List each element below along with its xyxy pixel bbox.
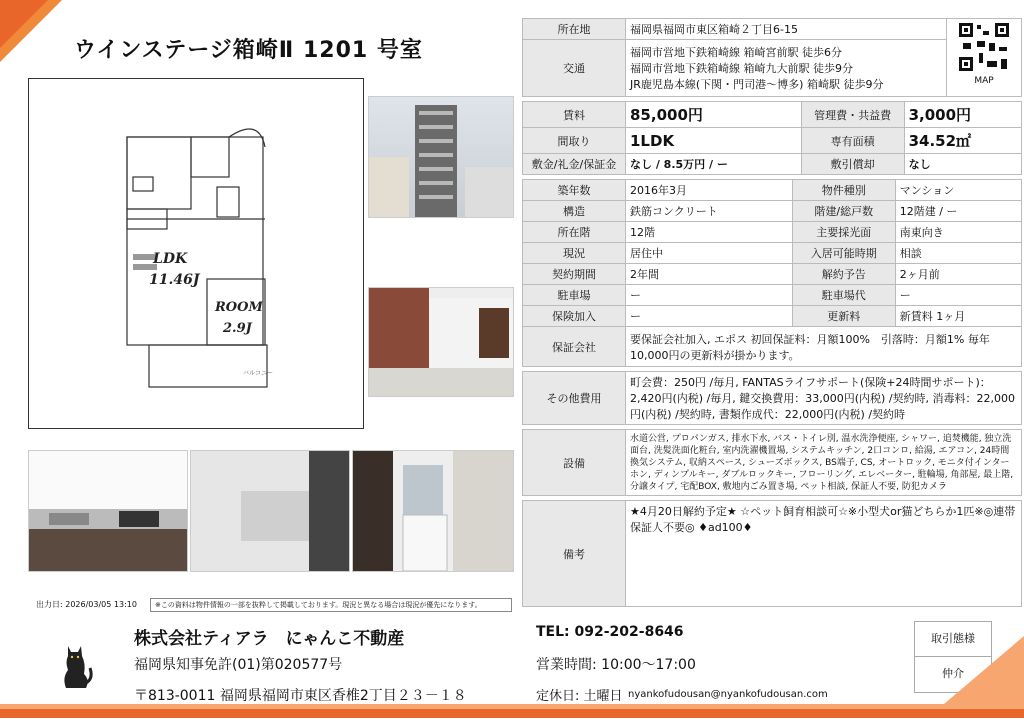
floor-plan	[28, 78, 364, 429]
balcony-label: バルコニー	[243, 370, 274, 377]
washroom-photo	[352, 450, 514, 572]
layout-label: 間取り	[523, 128, 626, 154]
notice-value: 2ヶ月前	[895, 264, 1021, 285]
transport-label: 交通	[523, 40, 626, 97]
light-value: 南東向き	[895, 222, 1021, 243]
rent-label: 賃料	[523, 102, 626, 128]
floor-value: 12階	[626, 222, 793, 243]
footer-band	[0, 709, 1024, 718]
floors-label: 階建/総戸数	[792, 201, 895, 222]
mgmt-value: 3,000円	[904, 102, 1021, 128]
notes-value: ★4月20日解約予定★ ☆ペット飼育相談可☆※小型犬or猫どちらか1匹※◎連帯保証人不要◎ ♦ad100♦	[626, 501, 1022, 607]
movein-value: 相談	[895, 243, 1021, 264]
guarantee-label: 保証会社	[523, 327, 626, 367]
floor-plan-drawing	[29, 79, 363, 428]
bathroom-photo	[190, 450, 350, 572]
interior-photo	[368, 287, 514, 397]
rent-value: 85,000円	[626, 102, 802, 128]
map-label[interactable]: MAP	[974, 76, 994, 86]
corner-decoration-br	[944, 636, 1024, 704]
spec-table-other	[522, 371, 1022, 425]
struct-label: 構造	[523, 201, 626, 222]
insurance-value: ー	[626, 306, 793, 327]
equip-label: 設備	[523, 430, 626, 496]
building-drawing	[369, 97, 513, 217]
spec-table-equip	[522, 429, 1022, 496]
transport-line: 福岡市営地下鉄箱崎線 箱崎九大前駅 徒歩9分	[630, 62, 853, 75]
status-label: 現況	[523, 243, 626, 264]
bathroom-drawing	[191, 451, 349, 571]
trade-type-value: 仲介	[942, 667, 964, 680]
spec-table-notes	[522, 500, 1022, 607]
renewal-label: 更新料	[792, 306, 895, 327]
notes-label: 備考	[523, 501, 626, 607]
amort-label: 敷引償却	[801, 154, 904, 175]
transport-line: JR鹿児島本線(下関・門司港～博多) 箱崎駅 徒歩9分	[630, 78, 884, 91]
equip-value: 水道公営, プロパンガス, 排水下水, バス・トイレ別, 温水洗浄便座, シャワー, 追焚機能, 独立洗面台, 洗髪洗面化粧台, 室内洗濯機置場, システムキッチン, 2口コンロ, 給湯, エアコン, 24時間換気システム, 収納スペース, シューズボックス, BS端子, CS, オートロック, モニタ付インターホン, ディンプルキー, ダブルロックキー, フローリング, エレベーター, 駐輪場, 角部屋, 最上階, 分譲タイプ, 宅配BOX, 敷地内ごみ置き場, ペット相談, 保証人不要, 防犯カメラ	[626, 430, 1022, 496]
trade-type-label: 取引態様	[915, 622, 991, 657]
cat-logo-icon	[56, 640, 96, 694]
property-title: ウインステージ箱崎Ⅱ 1201 号室	[74, 38, 423, 63]
transport-line: 福岡市営地下鉄箱崎線 箱崎宮前駅 徒歩6分	[630, 46, 842, 59]
amort-value: なし	[904, 154, 1021, 175]
room-size: 2.9J	[223, 321, 252, 336]
area-value: 34.52㎡	[904, 128, 1021, 154]
disclaimer: ※この資料は物件情報の一部を抜粋して掲載しております。現況と異なる場合は現況が優先になります。	[150, 598, 512, 612]
contract-label: 契約期間	[523, 264, 626, 285]
built-label: 築年数	[523, 180, 626, 201]
floors-value: 12階建 / ー	[895, 201, 1021, 222]
other-label: その他費用	[523, 372, 626, 425]
company-email[interactable]: nyankofudousan@nyankofudousan.com	[628, 689, 828, 700]
status-value: 居住中	[626, 243, 793, 264]
ldk-size: 11.46J	[149, 272, 200, 288]
built-value: 2016年3月	[626, 180, 793, 201]
notice-label: 解約予告	[792, 264, 895, 285]
area-label: 専有面積	[801, 128, 904, 154]
transport-value	[626, 40, 947, 97]
exterior-photo	[368, 96, 514, 218]
struct-value: 鉄筋コンクリート	[626, 201, 793, 222]
layout-value: 1LDK	[626, 128, 802, 154]
renewal-value: 新賃料 1ヶ月	[895, 306, 1021, 327]
corner-decoration-inner	[0, 0, 48, 48]
spec-table-details	[522, 179, 1022, 367]
interior-drawing	[369, 288, 513, 396]
qr-code-icon[interactable]	[957, 21, 1011, 73]
insurance-label: 保険加入	[523, 306, 626, 327]
location-label: 所在地	[523, 19, 626, 40]
movein-label: 入居可能時期	[792, 243, 895, 264]
business-hours: 営業時間: 10:00～17:00	[536, 657, 696, 673]
guarantee-value: 要保証会社加入, エポス 初回保証料：月額100% 引落時：月額1% 毎年10,000円の更新料が掛かります。	[626, 327, 1022, 367]
type-label: 物件種別	[792, 180, 895, 201]
washroom-drawing	[353, 451, 513, 571]
parking-label: 駐車場	[523, 285, 626, 306]
contract-value: 2年間	[626, 264, 793, 285]
deposit-label: 敷金/礼金/保証金	[523, 154, 626, 175]
deposit-value: なし / 8.5万円 / ー	[626, 154, 802, 175]
company-tel[interactable]: TEL: 092-202-8646	[536, 624, 684, 640]
kitchen-drawing	[29, 451, 187, 571]
light-label: 主要採光面	[792, 222, 895, 243]
company-address: 〒813-0011 福岡県福岡市東区香椎2丁目２３－１８	[134, 688, 467, 704]
parkfee-label: 駐車場代	[792, 285, 895, 306]
spec-table-top	[522, 18, 1022, 97]
spec-table-rent	[522, 101, 1022, 175]
floor-label: 所在階	[523, 222, 626, 243]
spec-panel	[522, 18, 1022, 607]
parkfee-value: ー	[895, 285, 1021, 306]
qr-cell	[947, 19, 1022, 97]
type-value: マンション	[895, 180, 1021, 201]
location-value: 福岡県福岡市東区箱崎２丁目6-15	[626, 19, 947, 40]
company-name: 株式会社ティアラ にゃんこ不動産	[134, 629, 405, 649]
other-value: 町会費：250円 /毎月, FANTASライフサポート(保険+24時間サポート)：2,420円(内税) /毎月, 鍵交換費用：33,000円(内税) /契約時, 消毒料：22,000円(内税) /契約時, 書類作成代：22,000円(内税) /契約時	[626, 372, 1022, 425]
company-license: 福岡県知事免許(01)第020577号	[134, 657, 343, 673]
ldk-label: LDK	[153, 251, 188, 267]
kitchen-photo	[28, 450, 188, 572]
parking-value: ー	[626, 285, 793, 306]
mgmt-label: 管理費・共益費	[801, 102, 904, 128]
output-date: 出力日: 2026/03/05 13:10	[36, 600, 137, 609]
holiday: 定休日: 土曜日	[536, 689, 623, 704]
room-label: ROOM	[215, 300, 263, 315]
